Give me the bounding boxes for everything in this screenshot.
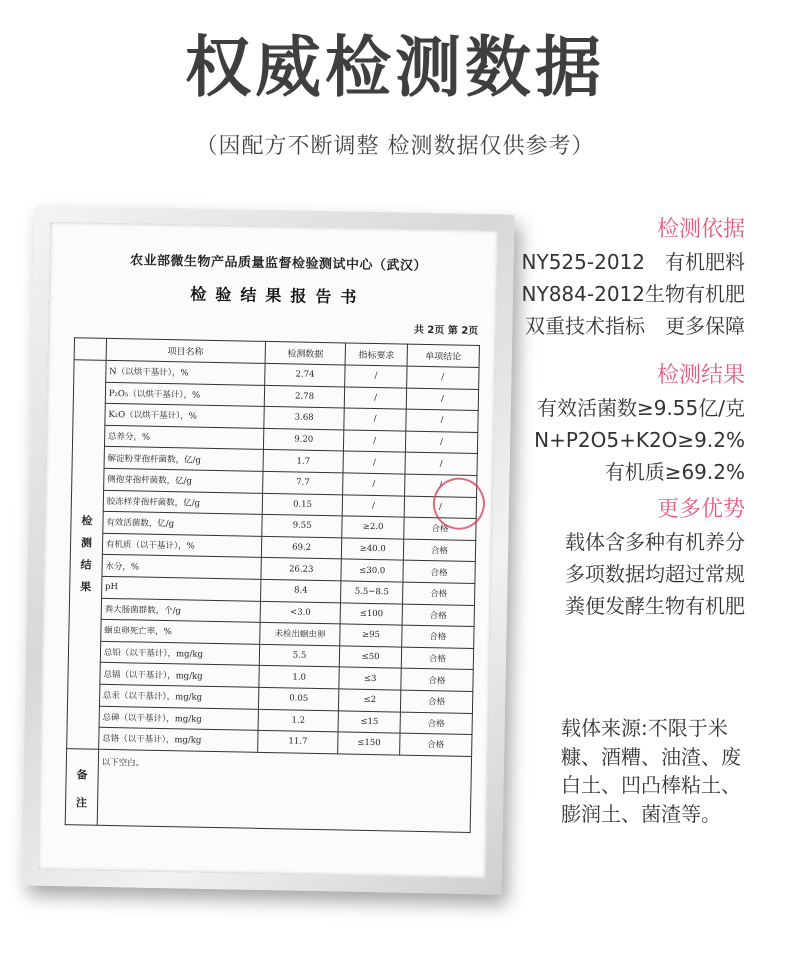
cell-item: 总养分，%: [104, 425, 263, 450]
cell-value: 11.7: [257, 730, 338, 753]
cell-conclusion: /: [406, 409, 479, 432]
cell-value: 9.20: [263, 428, 344, 451]
cell-item: 总汞（以干基计），mg/kg: [99, 684, 258, 709]
cell-conclusion: 合格: [404, 517, 477, 540]
group-char: 结: [80, 558, 92, 572]
column-header-item: 项目名称: [106, 338, 265, 363]
cell-requirement: ≤15: [338, 710, 400, 733]
cell-conclusion: 合格: [401, 647, 474, 670]
cell-requirement: /: [343, 494, 405, 517]
cell-requirement: ≤50: [340, 646, 402, 669]
cell-item: 总铬（以干基计），mg/kg: [98, 727, 257, 752]
carrier-source-note: 载体来源:不限于米糠、酒糟、油渣、废白土、凹凸棒粘土、膨润土、菌渣等。: [561, 716, 741, 826]
results-line: 有机质≥69.2%: [604, 460, 745, 484]
advantages-line: 载体含多种有机养分: [565, 530, 745, 554]
cell-value: 26.23: [261, 558, 342, 581]
cell-conclusion: /: [404, 496, 477, 519]
cell-value: 0.15: [262, 493, 343, 516]
cell-requirement: /: [344, 408, 406, 431]
results-heading: 检测结果: [656, 363, 745, 388]
cell-conclusion: 合格: [402, 604, 475, 627]
cell-requirement: ≥2.0: [342, 516, 404, 539]
cell-item: N（以烘干基计），%: [105, 360, 264, 385]
cell-conclusion: 合格: [403, 560, 476, 583]
basis-line: 双重技术指标 更多保障: [525, 314, 745, 338]
column-header-conclusion: 单项结论: [407, 344, 480, 367]
cell-value: 2.78: [264, 385, 345, 408]
cell-conclusion: /: [404, 474, 477, 497]
cell-item: 侧孢芽孢杆菌数，亿/g: [103, 468, 262, 493]
cell-requirement: ≥95: [340, 624, 402, 647]
cell-value: 1.7: [263, 450, 344, 473]
cell-conclusion: /: [407, 366, 480, 389]
remark-row: [65, 748, 471, 832]
cell-value: 8.4: [260, 579, 341, 602]
cell-value: 2.74: [264, 363, 345, 386]
cell-requirement: ≤100: [340, 602, 402, 625]
cell-conclusion: 合格: [401, 668, 474, 691]
cell-item: 有机质（以干基计），%: [102, 533, 261, 558]
cell-item: P₂O₅（以烘干基计），%: [105, 382, 264, 407]
cell-requirement: /: [345, 365, 407, 388]
cell-requirement: ≤3: [339, 667, 401, 690]
report-page-info: 共 2页 第 2页: [413, 324, 479, 337]
cell-item: 有效活菌数，亿/g: [103, 511, 262, 536]
cell-requirement: ≤150: [338, 732, 400, 755]
remark-text: 以下空白。: [97, 749, 472, 832]
cell-item: 解淀粉芽孢杆菌数，亿/g: [104, 447, 263, 472]
cell-item: 总砷（以干基计），mg/kg: [99, 706, 258, 731]
cell-conclusion: 合格: [403, 539, 476, 562]
results-section: [534, 360, 745, 488]
cell-value: 7.7: [262, 471, 343, 494]
column-header-requirement: 指标要求: [345, 343, 407, 366]
cell-conclusion: 合格: [400, 712, 473, 735]
cell-item: 水分，%: [102, 555, 261, 580]
page-subtitle: （因配方不断调整 检测数据仅供参考）: [195, 134, 595, 159]
group-char: 检: [81, 514, 93, 528]
cell-conclusion: 合格: [402, 625, 475, 648]
cell-value: 3.68: [264, 407, 345, 430]
header-group-blank: [74, 338, 106, 361]
cell-item: 总镉（以干基计），mg/kg: [100, 663, 259, 688]
cell-conclusion: 合格: [399, 733, 472, 756]
basis-line: NY884-2012生物有机肥: [521, 282, 745, 306]
group-char: 果: [80, 580, 92, 594]
column-header-value: 检测数据: [265, 341, 346, 365]
cell-conclusion: /: [406, 388, 479, 411]
remark-char: 备: [76, 768, 88, 782]
cell-requirement: /: [344, 430, 406, 453]
cell-value: 未检出蛔虫卵: [260, 622, 341, 645]
cell-item: 总铅（以干基计），mg/kg: [100, 641, 259, 666]
cell-requirement: /: [343, 451, 405, 474]
cell-requirement: 5.5~8.5: [341, 581, 403, 604]
cell-value: 5.5: [259, 644, 340, 667]
cell-conclusion: /: [405, 431, 478, 454]
remark-label: [65, 748, 98, 825]
basis-heading: 检测依据: [656, 217, 745, 242]
cell-value: 0.05: [258, 687, 339, 710]
cell-requirement: ≥40.0: [342, 538, 404, 561]
cell-value: 69.2: [261, 536, 342, 559]
page-title: 权威检测数据: [185, 29, 605, 106]
advantages-line: 多项数据均超过常规: [565, 562, 745, 586]
group-char: 测: [80, 536, 93, 550]
cell-value: <3.0: [260, 601, 341, 624]
cell-value: 1.0: [259, 666, 340, 689]
certificate-frame: [22, 205, 515, 894]
cell-requirement: ≤2: [339, 689, 401, 712]
advantages-heading: 更多优势: [656, 497, 745, 522]
cell-requirement: /: [343, 473, 405, 496]
cell-requirement: /: [345, 387, 407, 410]
basis-line: NY525-2012 有机肥料: [521, 250, 745, 274]
cell-requirement: ≤30.0: [341, 559, 403, 582]
cell-conclusion: 合格: [402, 582, 475, 605]
advantages-line: 粪便发酵生物有机肥: [565, 594, 745, 618]
basis-section: [522, 214, 745, 342]
cell-value: 9.55: [262, 515, 343, 538]
results-line: N+P2O5+K2O≥9.2%: [534, 428, 745, 452]
remark-char: 注: [75, 796, 88, 810]
cell-item: 蛔虫卵死亡率，%: [101, 619, 260, 644]
cell-value: 1.2: [258, 709, 339, 732]
cell-item: 胶冻样芽孢杆菌数，亿/g: [103, 490, 262, 515]
report-paper: [38, 222, 498, 878]
cell-item: 粪大肠菌群数，个/g: [101, 598, 260, 623]
cell-item: K₂O（以烘干基计），%: [105, 404, 264, 429]
report-organization: 农业部微生物产品质量监督检验测试中心（武汉）: [129, 253, 428, 274]
cell-conclusion: 合格: [400, 690, 473, 713]
results-line: 有效活菌数≥9.55亿/克: [536, 396, 745, 420]
cell-item: pH: [101, 576, 260, 601]
report-title: 检验结果报告书: [190, 284, 366, 307]
cell-conclusion: /: [405, 452, 478, 475]
report-table: [65, 337, 480, 832]
advantages-section: [565, 494, 745, 622]
